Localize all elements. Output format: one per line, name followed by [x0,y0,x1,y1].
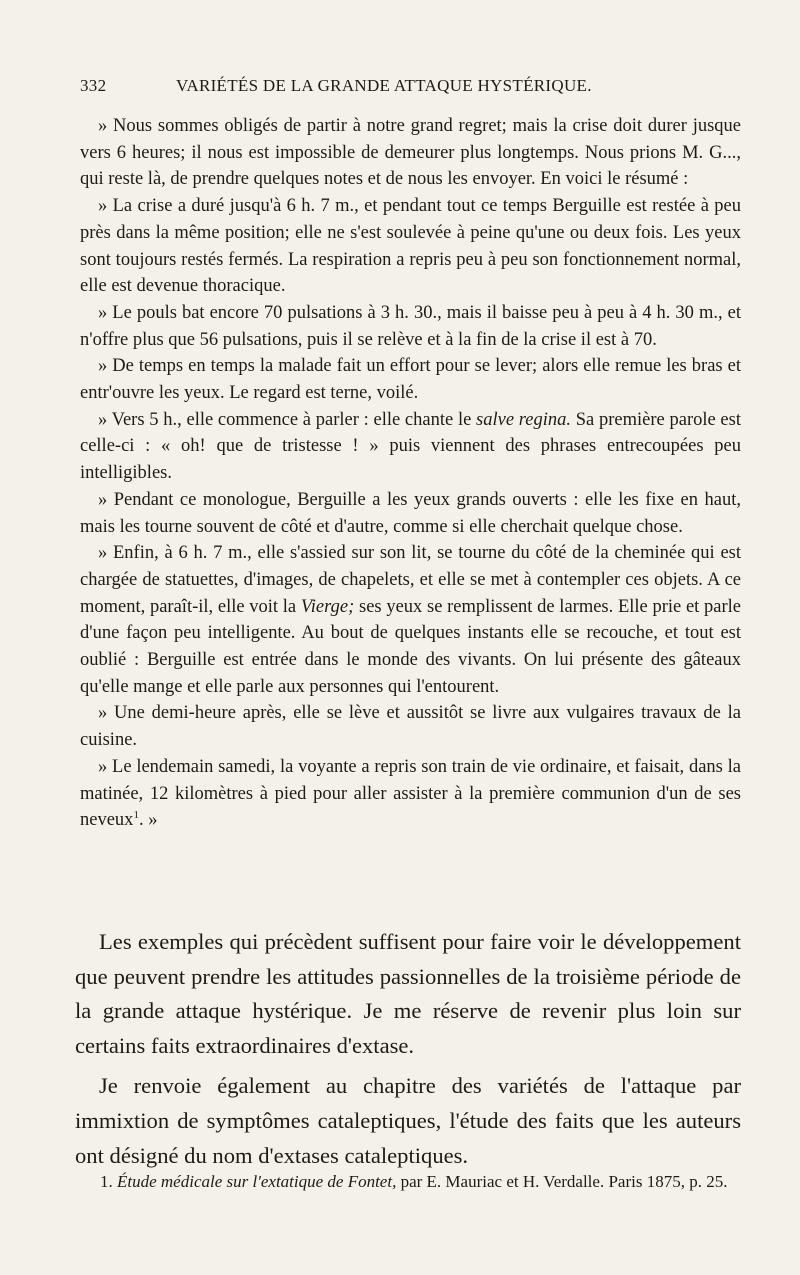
quoted-report [80,113,741,834]
quote-paragraph-7-before: » Enfin, à 6 h. 7 m., elle s'assied sur son lit, se tourne du côté de la cheminée qui est chargée de statuettes, d'images, de chapelets, et elle se met à contempler ces objets. A ce moment, paraît-il, elle voit la [80,543,741,617]
footnote-title: Étude médicale sur l'extatique de Fontet, [117,1172,397,1191]
main-paragraph-1: Les exemples qui précèdent suffisent pour faire voir le développement que peuvent prendre les attitudes passionnelles de la troisième période de la grande attaque hystérique. Je me réserve de revenir plus loin sur certains faits extraordinaires d'extase. [75,929,741,1058]
footnote-rest: par E. Mauriac et H. Verdalle. Paris 1875, p. 25. [396,1172,728,1191]
page-number: 332 [80,76,107,95]
footnote [80,1171,742,1193]
quote-paragraph-2: » La crise a duré jusqu'à 6 h. 7 m., et pendant tout ce temps Berguille est restée à peu près dans la même position; elle ne s'est soulevée à peine qu'une ou deux fois. Les yeux sont toujours restés fermés. La respiration a repris peu à peu son fonctionnement normal, elle est devenue thoracique. [80,196,741,297]
quote-paragraph-4: » De temps en temps la malade fait un effort pour se lever; alors elle remue les bras et entr'ouvre les yeux. Le regard est terne, voilé. [80,356,741,404]
running-header [80,76,740,102]
quote-paragraph-7 [80,540,741,700]
quote-paragraph-9-end: . » [138,810,158,831]
main-paragraph-2: Je renvoie également au chapitre des variétés de l'attaque par immixtion de symptômes cataleptiques, l'étude des faits que les auteurs ont désigné du nom d'extases cataleptiques. [75,1073,741,1168]
quote-paragraph-5-before: » Vers 5 h., elle commence à parler : elle chante le [98,409,477,430]
quote-paragraph-8: » Une demi-heure après, elle se lève et aussitôt se livre aux vulgaires travaux de la cuisine. [80,703,741,751]
footnote-number: 1. [100,1172,113,1191]
footnote-reference[interactable]: 1 [133,809,139,822]
quote-paragraph-1: » Nous sommes obligés de partir à notre grand regret; mais la crise doit durer jusque vers 6 heures; il nous est impossible de demeurer plus longtemps. Nous prions M. G..., qui reste là, de prendre quelques notes et de nous les envoyer. En voici le résumé : [80,116,741,190]
quote-paragraph-5 [80,407,741,487]
quote-paragraph-7-after: ses yeux se remplissent de larmes. Elle prie et parle d'une façon peu intelligente. Au bout de quelques instants elle se recouche, et tout est oublié : Berguille est entrée dans le monde des vivants. On lui présente des gâteaux qu'elle mange et elle parle aux personnes qui l'entourent. [80,596,741,697]
quote-paragraph-7-italic: Vierge; [300,596,355,617]
quote-paragraph-3: » Le pouls bat encore 70 pulsations à 3 h. 30., mais il baisse peu à peu à 4 h. 30 m., et n'offre plus que 56 pulsations, puis il se relève et à la fin de la crise il est à 70. [80,302,741,350]
quote-paragraph-5-italic: salve regina. [476,409,572,430]
running-title: VARIÉTÉS DE LA GRANDE ATTAQUE HYSTÉRIQUE. [176,76,592,95]
quote-paragraph-9 [80,754,741,834]
quote-paragraph-6: » Pendant ce monologue, Berguille a les yeux grands ouverts : elle les fixe en haut, mais les tourne souvent de côté et d'autre, comme si elle cherchait quelque chose. [80,489,741,537]
quote-paragraph-9-text: » Le lendemain samedi, la voyante a repris son train de vie ordinaire, et faisait, dans la matinée, 12 kilomètres à pied pour aller assister à la première communion d'un de ses neveux [80,756,741,831]
quote-paragraph-5-after: Sa première parole est celle-ci : « oh! que de tristesse ! » puis viennent des phrases entrecoupées peu intelligibles. [80,409,741,484]
main-text [75,925,741,1173]
